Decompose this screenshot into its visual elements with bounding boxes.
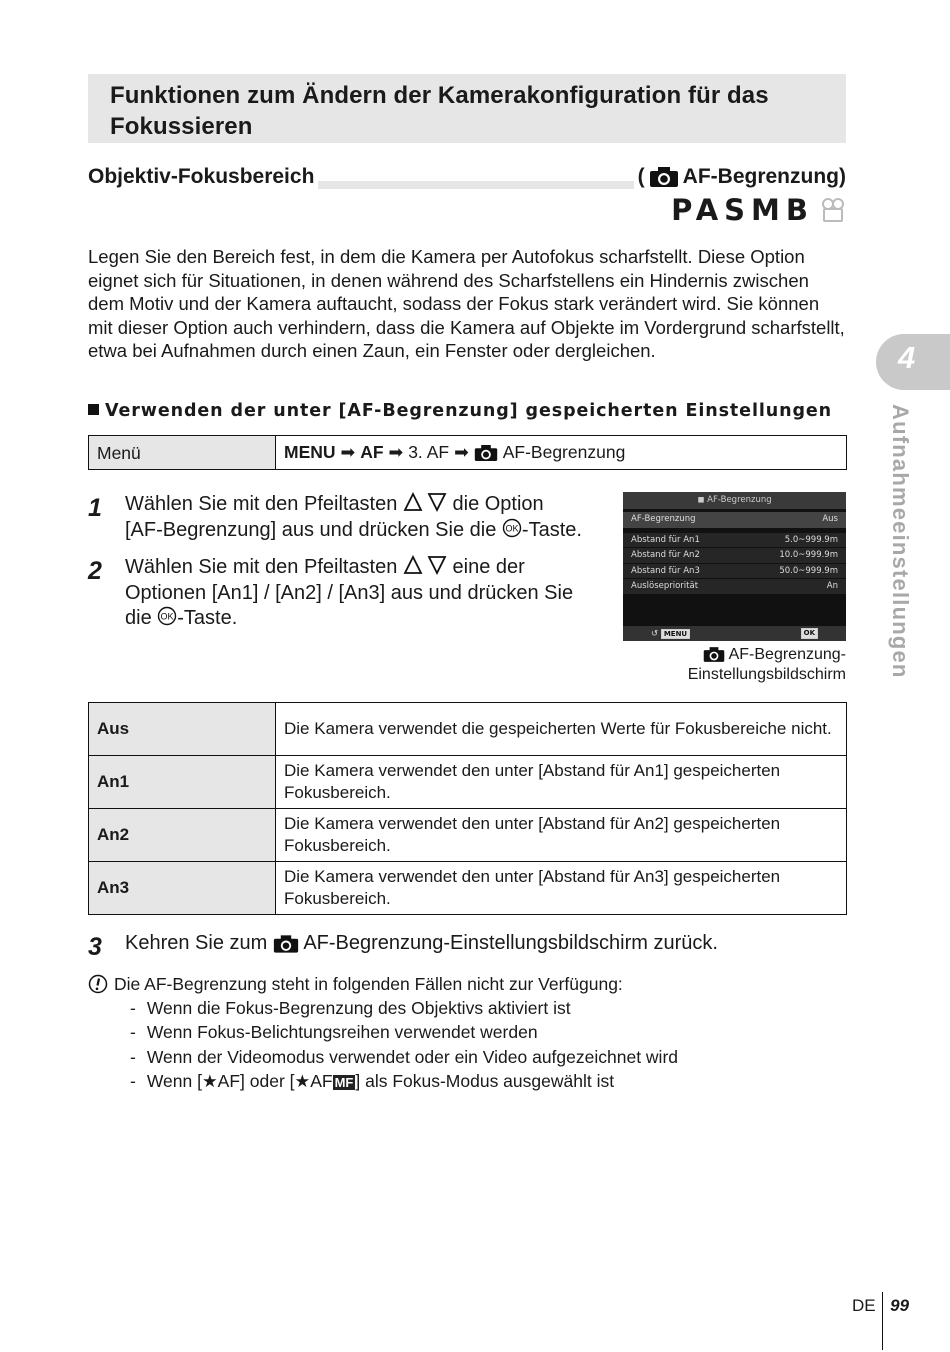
option-key: An2 — [89, 809, 276, 862]
screen-row-label: Abstand für An2 — [631, 550, 700, 560]
mode-letters: PASMB — [671, 193, 814, 227]
menu-path-menu: MENU — [284, 442, 336, 462]
step-text — [125, 555, 573, 632]
step-2 — [88, 555, 573, 632]
camera-icon — [649, 166, 679, 188]
caution-icon — [88, 974, 108, 994]
menu-path-item: AF-Begrenzung — [502, 442, 626, 462]
list-item-text — [147, 1069, 614, 1095]
step-number: 1 — [88, 494, 102, 522]
camera-icon — [703, 646, 725, 663]
option-desc: Die Kamera verwendet die gespeicherten Werte für Fokusbereiche nicht. — [276, 703, 847, 756]
step-3 — [88, 931, 718, 962]
list-item-text: Wenn der Videomodus verwendet oder ein Video aufgezeichnet wird — [146, 1046, 679, 1067]
screen-caption — [688, 645, 846, 684]
list-item: - Wenn die Fokus-Begrenzung des Objektivs aktiviert ist — [130, 996, 678, 1020]
text-part: ] als Fokus-Modus ausgewählt ist — [355, 1070, 615, 1091]
step-text-part: Optionen [An1] / [An2] / [An3] aus und drücken Sie — [125, 581, 574, 604]
list-item-text: Wenn Fokus-Belichtungsreihen verwendet werden — [146, 1022, 538, 1043]
caption-line2: Einstellungsbildschirm — [687, 665, 846, 683]
table-row — [89, 862, 847, 915]
caption-text: AF-Begrenzung- — [728, 646, 846, 663]
step-number: 2 — [88, 557, 102, 585]
option-desc: Die Kamera verwendet den unter [Abstand für An1] gespeicherten Fokusbereich. — [276, 756, 847, 809]
note-list — [130, 996, 678, 1095]
subsection-heading-text: Verwenden der unter [AF-Begrenzung] gespeicherten Einstellungen — [105, 401, 833, 421]
caption-line1 — [688, 645, 846, 665]
ok-button-label: OK — [801, 628, 818, 639]
camera-screen — [623, 492, 846, 641]
shooting-modes — [671, 193, 846, 227]
step-text-part: Kehren Sie zum — [125, 932, 268, 954]
step-text-part: die Option — [452, 493, 544, 515]
section-header — [88, 74, 846, 143]
star-af-icon: ★ — [294, 1070, 311, 1091]
menu-path-table — [88, 435, 847, 470]
arrow-right-icon: ➡ — [454, 442, 469, 462]
screen-row-label: Abstand für An3 — [631, 565, 700, 576]
movie-icon — [820, 197, 846, 223]
intro-paragraph: Legen Sie den Bereich fest, in dem die Kamera per Autofokus scharfstellt. Diese Option eignet sich für Situationen, in denen während des Scharfstellens ein Hindernis zwischen dem Motiv und der Kamera auftaucht, sodass der Fokus stark verändert wird. Sie können mit dieser Option auch verhindern, dass die Kamera auf Objekte im Vordergrund scharfstellt, etwa bei Aufnahmen durch einen Zaun, ein Fenster oder dergleichen. — [88, 246, 845, 362]
step-text-part: -Taste. — [521, 518, 582, 541]
screen-title-text: AF-Begrenzung — [707, 495, 772, 505]
subtitle-right-text: AF-Begrenzung) — [682, 165, 846, 188]
screen-row — [623, 564, 846, 580]
subtitle-left: Objektiv-Fokusbereich — [88, 165, 318, 189]
option-desc: Die Kamera verwendet den unter [Abstand für An3] gespeicherten Fokusbereich. — [276, 862, 847, 915]
option-desc: Die Kamera verwendet den unter [Abstand für An2] gespeicherten Fokusbereich. — [276, 809, 847, 862]
step-text-part: eine der — [452, 556, 525, 578]
text-part: AF] oder [ — [217, 1070, 295, 1091]
note-block — [88, 972, 678, 1095]
menu-path-af: AF — [360, 442, 384, 462]
up-down-arrows-icon — [403, 555, 447, 575]
step-text — [125, 931, 718, 962]
screen-title — [623, 492, 846, 509]
section-title-line2: Fokussieren — [110, 113, 253, 140]
menu-path — [276, 436, 846, 469]
list-item-text: Wenn die Fokus-Begrenzung des Objektivs aktiviert ist — [146, 998, 571, 1019]
step-text-part: die — [125, 607, 152, 629]
screen-row-value: Aus — [822, 514, 838, 524]
screen-row — [623, 533, 846, 549]
camera-icon — [474, 444, 498, 462]
section-title-line1: Funktionen zum Ändern der Kamerakonfiguration für das — [110, 82, 769, 109]
menu-path-tab: 3. AF — [408, 442, 450, 462]
note-head-text: Die AF-Begrenzung steht in folgenden Fällen nicht zur Verfügung: — [114, 974, 623, 994]
camera-icon — [273, 934, 299, 954]
subsection-heading — [88, 401, 832, 421]
option-key: An3 — [89, 862, 276, 915]
menu-button-label: MENU — [661, 629, 690, 639]
square-bullet-icon — [88, 404, 99, 415]
page-footer — [852, 1296, 909, 1350]
screen-row-label: Auslösepriorität — [631, 581, 699, 591]
step-1 — [88, 492, 582, 543]
chapter-number: 4 — [898, 340, 916, 375]
chapter-tab — [876, 334, 950, 390]
step-text-part: -Taste. — [177, 607, 238, 629]
list-item: - Wenn [★AF] oder [★AF MF ] als Fokus-Modus ausgewählt ist — [130, 1069, 678, 1095]
footer-lang: DE — [852, 1296, 876, 1315]
note-head — [88, 972, 678, 996]
screen-row-value: 5.0~999.9m — [784, 534, 838, 545]
screen-row-label: AF-Begrenzung — [631, 514, 696, 524]
ok-button-icon — [502, 518, 522, 538]
text-part: Wenn [ — [146, 1070, 202, 1091]
page-number: 99 — [890, 1296, 910, 1315]
step-text-part: [AF-Begrenzung] aus und drücken Sie die — [125, 518, 497, 541]
screen-row — [623, 579, 846, 595]
list-item: - Wenn Fokus-Belichtungsreihen verwendet werden — [130, 1020, 678, 1044]
arrow-right-icon: ➡ — [340, 442, 356, 462]
svg-text:OK: OK — [160, 611, 174, 622]
options-table — [88, 702, 847, 915]
svg-text:OK: OK — [505, 523, 519, 533]
screen-row — [623, 512, 846, 528]
back-arrow-icon: ↺ — [651, 628, 659, 639]
option-key: Aus — [89, 703, 276, 756]
option-key: An1 — [89, 756, 276, 809]
step-text-part: Wählen Sie mit den Pfeiltasten — [125, 493, 398, 515]
mf-badge: MF — [334, 1074, 354, 1090]
step-number: 3 — [88, 933, 102, 961]
table-row — [89, 809, 847, 862]
camera-icon: ◼ — [697, 495, 705, 505]
screen-row-label: Abstand für An1 — [631, 534, 700, 545]
text-part: AF — [310, 1070, 333, 1091]
screen-bottom-bar — [623, 626, 846, 641]
table-row — [89, 703, 847, 756]
table-row — [89, 756, 847, 809]
screen-row-value: 50.0~999.9m — [779, 565, 838, 576]
arrow-right-icon: ➡ — [388, 442, 404, 462]
star-af-icon: ★ — [201, 1070, 218, 1091]
screen-row-value: An — [826, 581, 838, 591]
step-text — [125, 492, 582, 543]
chapter-side-label: Aufnahmeeinstellungen — [888, 404, 913, 679]
back-indicator — [651, 629, 690, 639]
screen-row — [623, 548, 846, 564]
step-text-part: AF-Begrenzung-Einstellungsbildschirm zurück. — [303, 932, 718, 954]
ok-button-icon — [157, 606, 177, 626]
up-down-arrows-icon — [403, 492, 447, 512]
step-text-part: Wählen Sie mit den Pfeiltasten — [125, 556, 398, 578]
menu-label: Menü — [89, 436, 276, 469]
screen-row-value: 10.0~999.9m — [779, 550, 838, 560]
subtitle-paren: ( — [637, 165, 645, 188]
subtitle-right — [634, 165, 846, 189]
list-item: - Wenn der Videomodus verwendet oder ein Video aufgezeichnet wird — [130, 1045, 678, 1069]
